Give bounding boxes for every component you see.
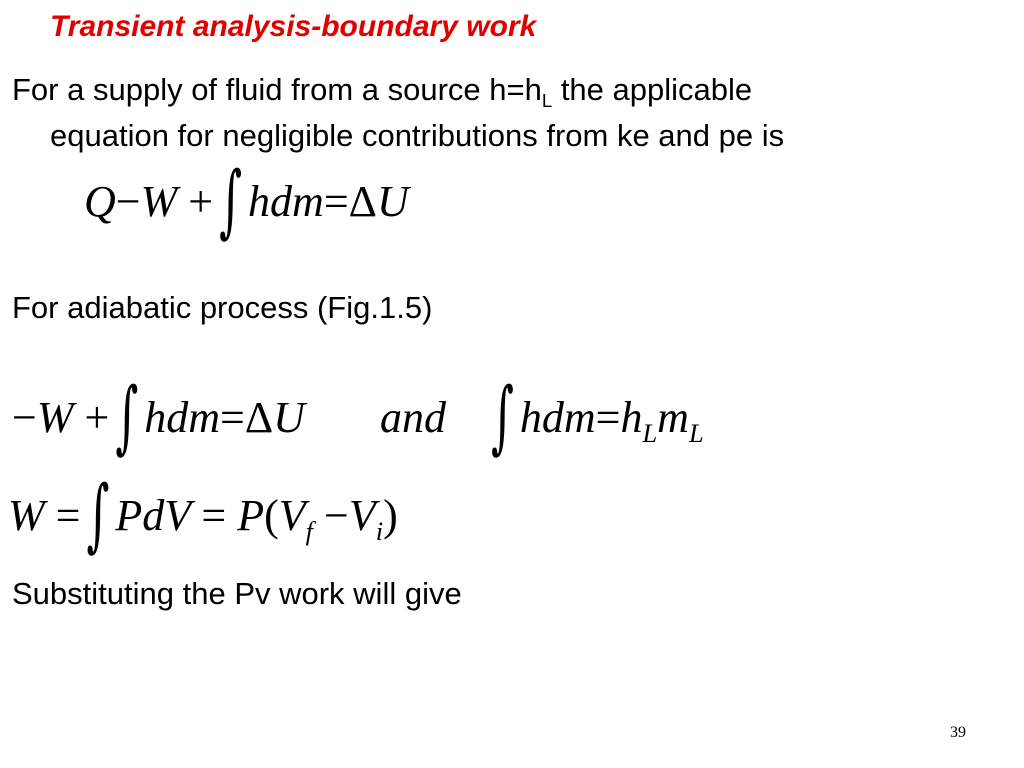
equation-pv-work	[8, 469, 398, 562]
eq3-V: V	[278, 491, 306, 540]
eq1-hdm: hdm	[248, 177, 324, 226]
eq1-plus: +	[188, 177, 214, 226]
eq2-plus: +	[84, 393, 110, 442]
eq3-i-subscript: i	[375, 515, 384, 546]
eq3-integral-sign: ∫	[86, 469, 110, 562]
page-number: 39	[950, 724, 966, 741]
eq1-W: W	[140, 177, 178, 226]
eq2-equals: =	[220, 393, 245, 442]
intro-line-1-subscript: L	[541, 90, 553, 112]
adiabatic-text: For adiabatic process (Fig.1.5)	[12, 290, 433, 325]
eq2-m-subscript: L	[688, 417, 704, 448]
eq1-U: U	[376, 177, 409, 226]
eq1-delta: Δ	[348, 177, 377, 226]
eq3-f-subscript: f	[305, 515, 313, 546]
eq2-minus: −	[12, 393, 37, 442]
eq2-m: m	[657, 393, 689, 442]
eq3-minus: −	[324, 491, 349, 540]
eq2-hdm: hdm	[144, 393, 221, 442]
eq2-delta: Δ	[244, 393, 274, 442]
equation-adiabatic	[12, 371, 704, 464]
eq3-rparen: )	[383, 491, 398, 540]
eq2-equals-2: =	[595, 393, 621, 442]
eq2-integral-sign-2: ∫	[490, 371, 514, 464]
eq1-minus: −	[115, 177, 141, 226]
eq1-integral-sign: ∫	[219, 155, 243, 248]
eq3-lparen: (	[264, 491, 279, 540]
eq1-equals: =	[323, 177, 349, 226]
eq1-Q: Q	[84, 177, 116, 226]
intro-line-1	[12, 72, 752, 112]
eq2-and: and	[379, 393, 446, 442]
eq3-PdV: PdV	[115, 491, 191, 540]
equation-energy-balance	[84, 155, 409, 248]
eq3-equals: =	[55, 491, 81, 540]
eq2-U: U	[273, 393, 305, 442]
eq3-V2: V	[348, 491, 376, 540]
eq3-W: W	[8, 491, 45, 540]
intro-line-1-prefix: For a supply of fluid from a source h=h	[12, 72, 542, 107]
intro-line-2: equation for negligible contributions from ke and pe is	[50, 118, 785, 153]
eq2-integral-sign: ∫	[115, 371, 139, 464]
eq2-W: W	[36, 393, 74, 442]
eq2-h: h	[620, 393, 643, 442]
slide-title: Transient analysis-boundary work	[50, 10, 537, 43]
intro-line-1-suffix: the applicable	[552, 72, 753, 107]
eq3-equals-2: =	[201, 491, 227, 540]
eq2-h-subscript: L	[642, 417, 658, 448]
eq3-P: P	[237, 491, 265, 540]
eq2-hdm-2: hdm	[519, 393, 596, 442]
substituting-text: Substituting the Pv work will give	[12, 576, 462, 611]
